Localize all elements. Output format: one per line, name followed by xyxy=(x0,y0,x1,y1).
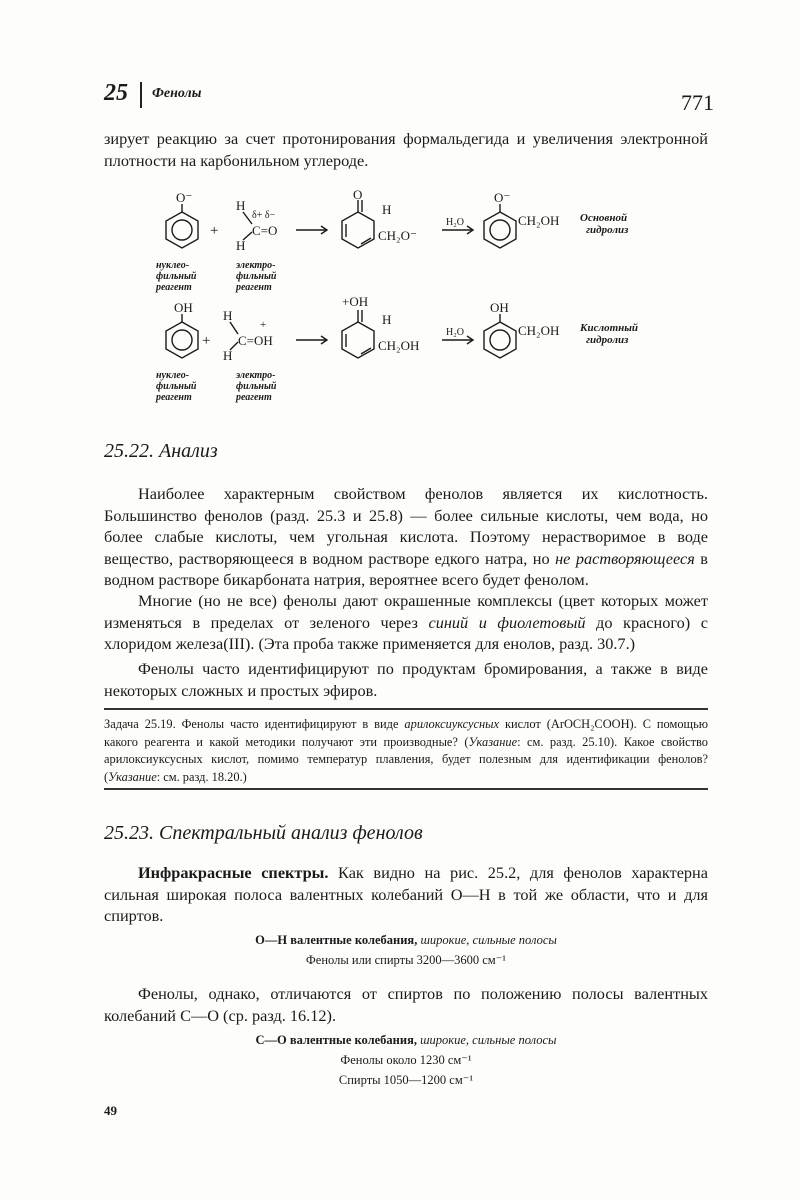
emphasis: не растворяющееся xyxy=(555,548,695,568)
text-run: кислот (ArOCH₂COOH). С помощью какого реагента и какой методики получают эти производные? ( xyxy=(104,717,708,749)
basic-label-2: гидролиз xyxy=(586,224,629,236)
product-ring xyxy=(484,204,516,248)
text-run: Наиболее характерным свойством фенолов является их кислотность. Большинство фенолов (разд. 25.3 и 25.8) — более сильные кислоты, чем вода, но более слабые кислоты, чем угольная кислота. Поэтому нерастворимое в воде вещество, растворяющееся в водном растворе едкого натра, но xyxy=(104,484,708,568)
product-group: CH₂OH xyxy=(518,213,560,228)
product-oh: OH xyxy=(490,300,509,315)
electrophile-label: реагент xyxy=(236,282,272,293)
product-ring xyxy=(484,314,516,358)
oh-band-caption xyxy=(104,930,708,950)
emphasis: широкие, сильные полосы xyxy=(417,933,557,947)
ch-bond xyxy=(243,212,252,224)
emphasis: арилоксиуксусных xyxy=(404,717,500,731)
dienone-ring xyxy=(342,200,374,248)
intermediate-group: CH₂O⁻ xyxy=(378,228,417,243)
phenoxide-ring xyxy=(166,204,198,248)
page-number: 771 xyxy=(681,90,714,115)
text-run: О—Н валентные колебания, xyxy=(255,933,418,947)
analysis-paragraph-1 xyxy=(104,483,708,591)
nucleophile-label: нуклео- xyxy=(156,370,190,381)
cation-plus: + xyxy=(260,319,267,331)
intermediate-oxygen: O xyxy=(353,188,363,202)
reagent-h: H xyxy=(223,348,233,363)
basic-label: Основной xyxy=(580,212,628,224)
co-band-phenols: Фенолы около 1230 см⁻¹ xyxy=(340,1053,472,1067)
emphasis: Указание xyxy=(468,734,518,749)
oh-band-value: Фенолы или спирты 3200—3600 см⁻¹ xyxy=(305,953,507,967)
co-band-caption xyxy=(104,1030,708,1050)
intermediate-h: H xyxy=(382,202,392,217)
product-group: CH₂OH xyxy=(518,323,560,338)
protonated-carbonyl: C=OH xyxy=(238,333,273,348)
section-title: 25.23. Спектральный анализ фенолов xyxy=(104,822,423,844)
water: H₂O xyxy=(446,327,464,338)
ch-bond xyxy=(230,322,238,334)
problem-block xyxy=(104,716,708,786)
problem-rule-top xyxy=(104,708,708,710)
nucleophile-label: реагент xyxy=(156,392,192,403)
reagent-h: H xyxy=(236,198,246,213)
text-run: С—О валентные колебания, xyxy=(255,1033,417,1047)
chapter-title: Фенолы xyxy=(152,86,202,101)
electrophile-label: электро- xyxy=(236,370,276,381)
electrophile-label: фильный xyxy=(236,381,277,392)
chapter-number: 25 xyxy=(104,80,128,106)
problem-rule-bottom xyxy=(104,788,708,790)
nucleophile-label: нуклео- xyxy=(156,260,190,271)
reaction-scheme xyxy=(140,188,700,408)
text-run: : см. разд. 18.20.) xyxy=(156,769,247,784)
electrophile-label: реагент xyxy=(236,392,272,403)
phenol-oh: OH xyxy=(174,300,193,315)
reagent-h: H xyxy=(236,238,246,253)
intro-paragraph: зирует реакцию за счет протонирования формальдегида и увеличения электронной плотности на карбонильном углероде. xyxy=(104,129,708,170)
carbonyl: C=O xyxy=(252,223,278,238)
section-title: 25.22. Анализ xyxy=(104,440,218,462)
text-run: в водном растворе бикарбоната натрия, вероятнее всего будет фенолом. xyxy=(104,548,708,589)
plus-sign: + xyxy=(210,223,219,239)
electrophile-label: фильный xyxy=(236,271,277,282)
text-run: Как видно на рис. 25.2, для фенолов характерна сильная широкая полоса валентных колебаний О—Н в той же области, что и для спиртов. xyxy=(104,863,709,925)
analysis-paragraph-3: Фенолы часто идентифицируют по продуктам бромирования, а также в виде некоторых сложных и простых эфиров. xyxy=(104,659,708,700)
protonated-ring xyxy=(342,310,374,358)
nucleophile-label: реагент xyxy=(156,282,192,293)
acid-label: Кислотный xyxy=(580,322,639,334)
partial-charges: δ+ δ− xyxy=(252,210,276,221)
emphasis: широкие, сильные полосы xyxy=(416,1033,557,1047)
emphasis: синий и фиолетовый xyxy=(428,612,586,632)
text-run: Многие (но не все) фенолы дают окрашенные комплексы (цвет которых может изменяться в пределах от зеленого через xyxy=(104,591,708,632)
electrophile-label: электро- xyxy=(236,260,276,271)
nucleophile-label: фильный xyxy=(156,381,197,392)
acid-label-2: гидролиз xyxy=(586,334,629,346)
oxonium: +OH xyxy=(342,294,369,309)
signature-mark: 49 xyxy=(104,1103,117,1118)
ir-paragraph xyxy=(104,862,708,927)
plus-sign: + xyxy=(202,333,211,349)
running-header xyxy=(104,80,714,120)
reagent-h: H xyxy=(223,308,233,323)
text-run: Задача 25.19. Фенолы часто идентифицируют в виде xyxy=(104,717,405,731)
water: H₂O xyxy=(446,217,464,228)
intermediate-group: CH₂OH xyxy=(378,338,420,353)
product-oxygen: O⁻ xyxy=(494,190,511,205)
header-divider xyxy=(140,82,142,108)
co-band-alcohols: Спирты 1050—1200 см⁻¹ xyxy=(338,1073,474,1087)
analysis-paragraph-2 xyxy=(104,590,708,655)
emphasis: Указание xyxy=(108,769,157,784)
run-in-heading: Инфракрасные спектры. xyxy=(138,863,329,882)
nucleophile-label: фильный xyxy=(156,271,197,282)
text-run: до красного) с хлоридом железа(III). (Эта проба также применяется для енолов, разд. 30.7.) xyxy=(104,612,708,653)
co-paragraph: Фенолы, однако, отличаются от спиртов по положению полосы валентных колебаний С—О (ср. разд. 16.12). xyxy=(104,984,708,1025)
phenol-ring xyxy=(166,314,198,358)
phenoxide-label: O⁻ xyxy=(176,190,193,205)
intermediate-h: H xyxy=(382,312,392,327)
text-run: : см. разд. 25.10). Какое свойство арилоксиуксусных кислот, помимо температур плавления, будет полезным для идентификации фенолов? ( xyxy=(104,734,708,784)
